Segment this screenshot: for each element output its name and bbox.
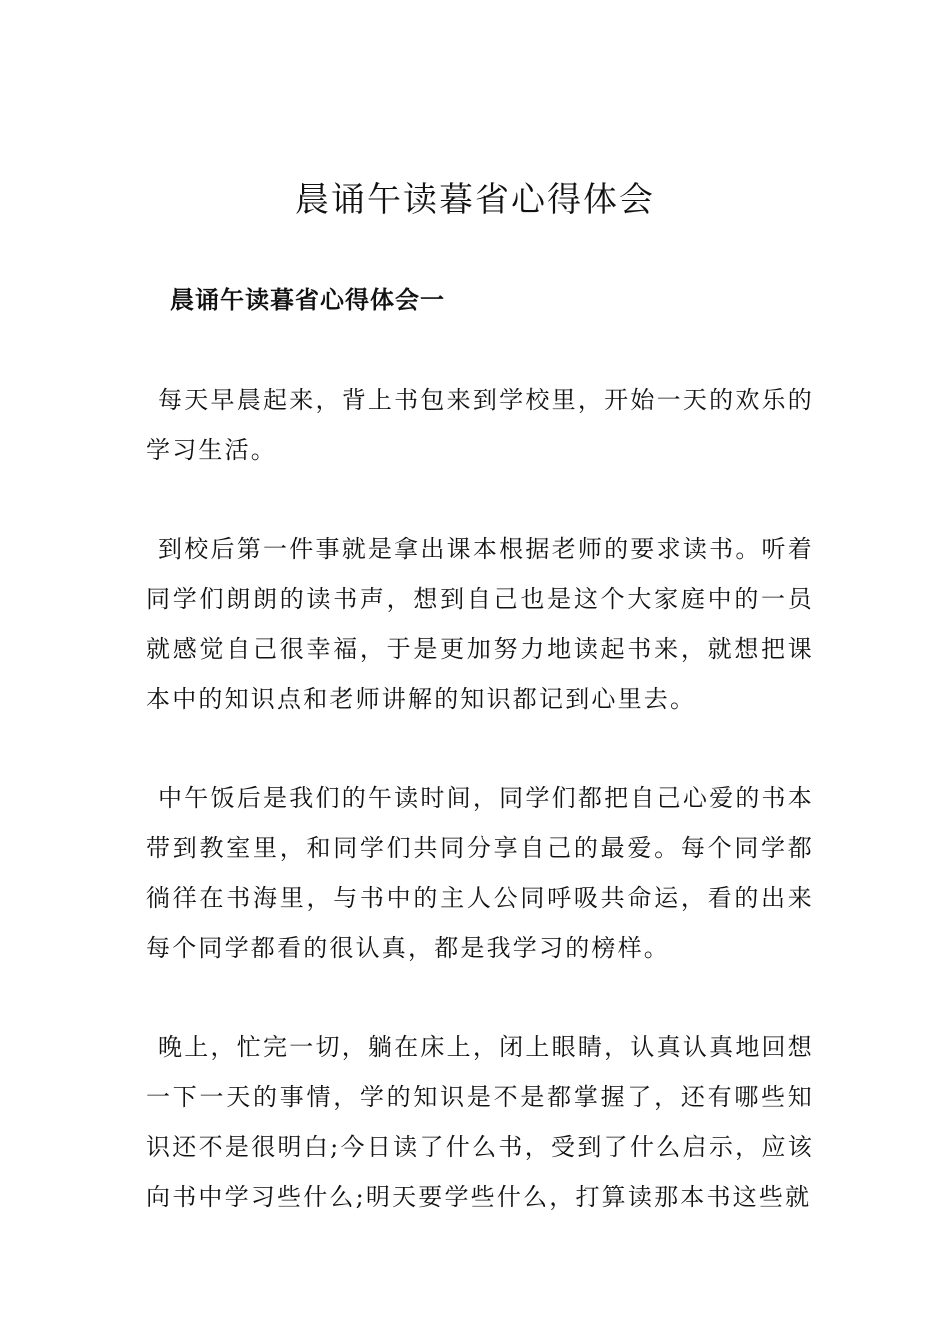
document-title: 晨诵午读暮省心得体会 — [295, 180, 655, 220]
paragraph-evening-reflection: 晚上，忙完一切，躺在床上，闭上眼睛，认真认真地回想一下一天的事情，学的知识是不是都掌握了，还有哪些知识还不是很明白;今日读了什么书，受到了什么启示，应该向书中学习些什么;明天要学些什么，打算读那本书这些就 — [146, 1033, 814, 1211]
section-heading: 晨诵午读暮省心得体会一 — [170, 285, 445, 314]
paragraph-arrival: 到校后第一件事就是拿出课本根据老师的要求读书。听着同学们朗朗的读书声，想到自己也是这个大家庭中的一员就感觉自己很幸福，于是更加努力地读起书来，就想把课本中的知识点和老师讲解的知识都记到心里去。 — [146, 535, 814, 713]
paragraph-morning: 每天早晨起来，背上书包来到学校里，开始一天的欢乐的学习生活。 — [146, 386, 814, 464]
paragraph-noon-reading: 中午饭后是我们的午读时间，同学们都把自己心爱的书本带到教室里，和同学们共同分享自己的最爱。每个同学都徜徉在书海里，与书中的主人公同呼吸共命运，看的出来每个同学都看的很认真，都是我学习的榜样。 — [146, 784, 814, 962]
